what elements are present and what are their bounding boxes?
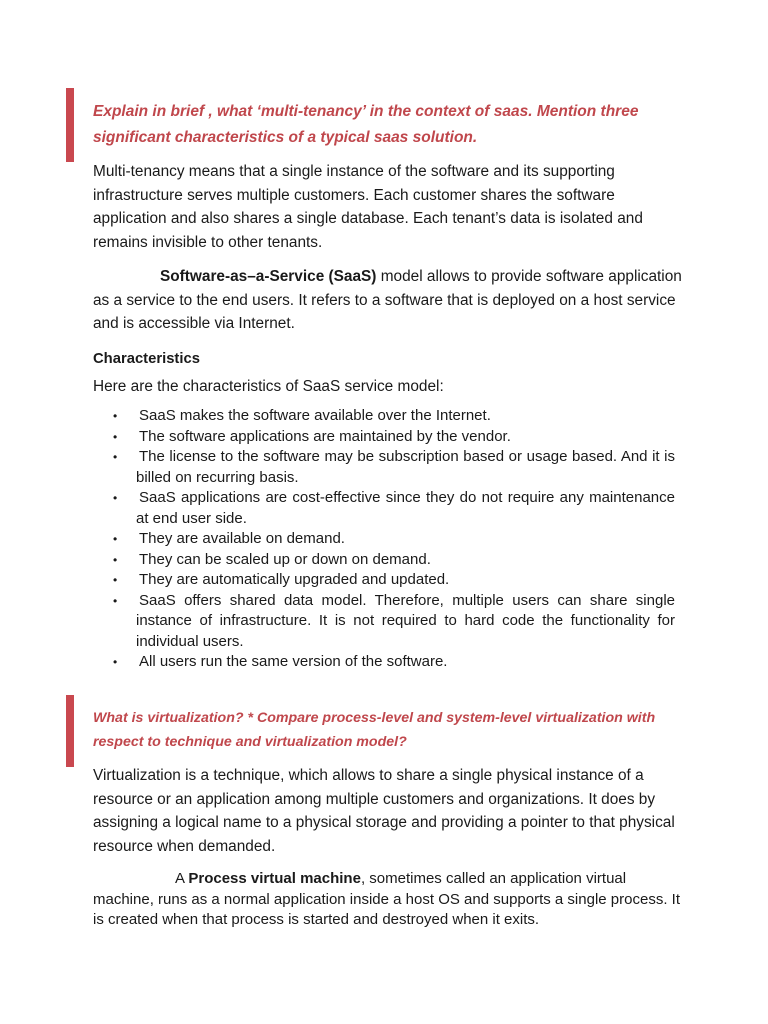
virtualization-paragraph: Virtualization is a technique, which allows to share a single physical instance of a resource or an application among multiple customers and organizations. It does by assigning a logical name to a physical storage and providing a pointer to that physical resource when demanded.	[93, 767, 675, 855]
bullet-dot-icon: •	[113, 532, 118, 546]
question-accent-bar	[66, 695, 74, 767]
list-item	[93, 427, 675, 448]
question-block-multi-tenancy	[66, 88, 686, 151]
question-accent-bar	[66, 88, 74, 162]
saas-definition-text: model allows to provide software application as a service to the end users. It refers to a software that is deployed on a host service and is accessible via Internet.	[93, 268, 682, 332]
list-item-text: SaaS offers shared data model. Therefore, multiple users can share single instance of infrastructure. It is not required to hard code the functionality for individual users.	[136, 591, 675, 650]
list-item-text: They can be scaled up or down on demand.	[139, 550, 431, 568]
characteristics-list	[93, 406, 675, 673]
question-text: What is virtualization? * Compare process-level and system-level virtualization with respect to technique and virtualization model?	[93, 710, 656, 750]
list-item	[93, 488, 675, 529]
list-item-text: They are automatically upgraded and updated.	[139, 571, 450, 588]
list-item	[93, 447, 675, 488]
bullet-dot-icon: •	[113, 552, 118, 567]
bullet-dot-icon: •	[113, 593, 118, 608]
saas-definition-paragraph	[93, 265, 685, 336]
bullet-dot-icon: •	[113, 573, 118, 587]
list-item-text: The license to the software may be subscription based or usage based. And it is billed on recurring basis.	[136, 448, 675, 486]
list-item	[93, 652, 675, 673]
process-vm-text: , sometimes called an application virtual machine, runs as a normal application inside a host OS and supports a single process. It is created when that process is started and destroyed when it exits.	[93, 870, 680, 928]
list-item-text: SaaS makes the software available over the Internet.	[139, 407, 491, 424]
characteristics-intro: Here are the characteristics of SaaS service model:	[93, 378, 444, 395]
bullet-dot-icon: •	[113, 655, 118, 669]
list-item	[93, 550, 675, 571]
bullet-dot-icon: •	[113, 491, 118, 505]
process-vm-lead: A	[175, 870, 189, 887]
list-item	[93, 529, 675, 550]
process-vm-paragraph	[93, 869, 685, 931]
bullet-dot-icon: •	[113, 409, 118, 423]
bullet-dot-icon: •	[113, 429, 118, 444]
list-item	[93, 406, 675, 427]
saas-term: Software-as–a-Service (SaaS)	[160, 268, 377, 285]
list-item-text: The software applications are maintained by the vendor.	[139, 427, 511, 445]
process-vm-term: Process virtual machine	[188, 870, 361, 887]
bullet-dot-icon: •	[113, 450, 118, 464]
characteristics-heading: Characteristics	[93, 351, 200, 367]
list-item	[93, 570, 675, 591]
question-text: Explain in brief , what ‘multi-tenancy’ in the context of saas. Mention three significant characteristics of a typical saas solution.	[93, 103, 639, 146]
multi-tenancy-paragraph: Multi-tenancy means that a single instance of the software and its supporting infrastructure serves multiple customers. Each customer shares the software application and also shares a single database. Each tenant’s data is isolated and remains invisible to other tenants.	[93, 163, 643, 251]
list-item-text: All users run the same version of the software.	[139, 653, 448, 670]
list-item-text: They are available on demand.	[139, 530, 345, 547]
list-item	[93, 591, 675, 653]
list-item-text: SaaS applications are cost-effective since they do not require any maintenance at end user side.	[136, 489, 675, 527]
question-block-virtualization	[66, 695, 686, 754]
